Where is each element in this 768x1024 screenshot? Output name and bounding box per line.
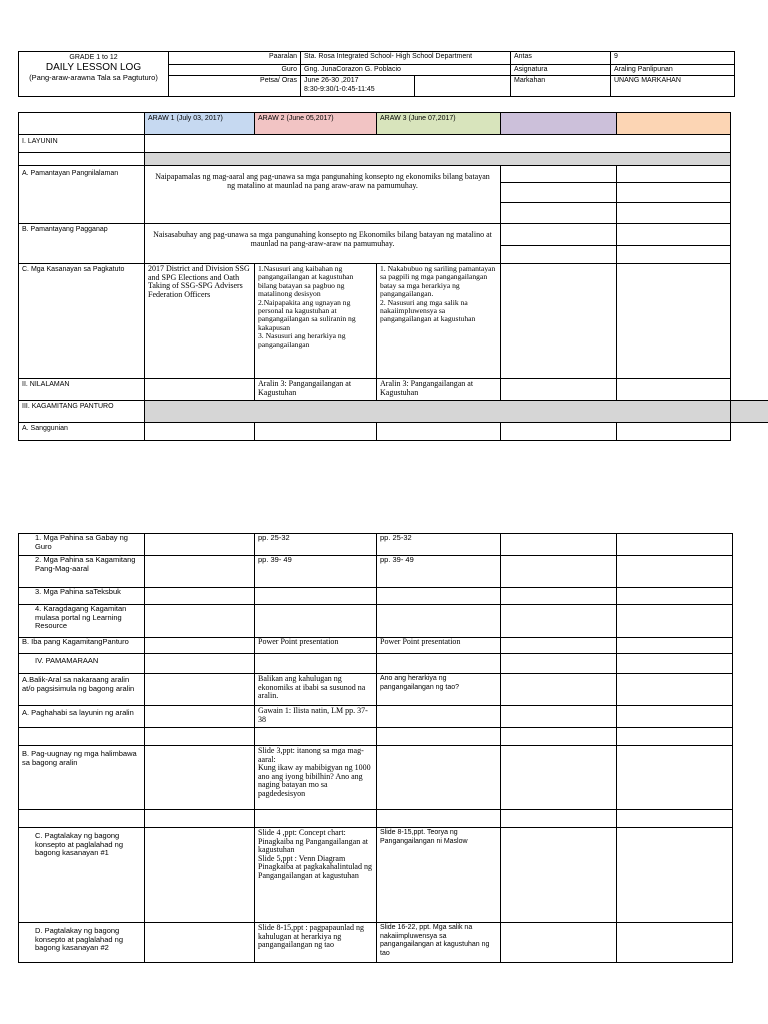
row-label: 1. Mga Pahina sa Gabay ng Guro [19, 534, 145, 556]
balik-aral-day3: Ano ang herarkiya ng pangangailangan ng tao? [377, 674, 501, 706]
field-value: UNANG MARKAHAN [611, 76, 735, 97]
row-label-pagtalakay-2: D. Pagtalakay ng bagong konsepto at paglalahad ng bagong kasanayan #2 [19, 923, 145, 963]
empty-cell [145, 674, 255, 706]
empty-cell [377, 423, 501, 441]
empty-cell [617, 588, 733, 605]
cell-day3: pp. 39- 49 [377, 556, 501, 588]
pamantayan-pangnilalaman-text: Naipapamalas ng mag-aaral ang pag-unawa sa mga pangunahing konsepto ng ekonomiks bilang batayan ng matalino at maunlad na pang araw-araw na pamumuhay. [145, 166, 501, 224]
empty-cell [617, 423, 731, 441]
empty-cell [617, 923, 733, 963]
kasanayan-day3: 1. Nakabubuo ng sariling pamantayan sa pagpili ng mga pangangailangan batay sa mga herarkiya ng pangangailangan. 2. Nasusuri ang mga salik na nakaiimpluwensya sa pangangailangan at kagustuhan [377, 264, 501, 379]
blank [731, 224, 768, 264]
pagtalakay2-day2: Slide 8-15,ppt : pagpapaunlad ng kahulugan at herarkiya ng pangangailangan ng tao [255, 923, 377, 963]
row-label-balik-aral: A.Balik-Aral sa nakaraang aralin at/o pagsisimula ng bagong aralin [19, 674, 145, 706]
grey-bar [145, 401, 731, 423]
section-layunin: I. LAYUNIN [19, 135, 145, 153]
row-label-kasanayan: C. Mga Kasanayan sa Pagkatuto [19, 264, 145, 379]
field-label: Markahan [511, 76, 611, 97]
empty-cell [617, 605, 733, 638]
cell-day1 [145, 638, 255, 654]
empty-cell [501, 588, 617, 605]
nilalaman-day2: Aralin 3: Pangangailangan at Kagustuhan [255, 379, 377, 401]
nilalaman-day3: Aralin 3: Pangangailangan at Kagustuhan [377, 379, 501, 401]
empty-cell [617, 810, 733, 828]
log-subtitle: (Pang-araw-arawna Tala sa Pagtuturo) [29, 73, 158, 82]
section-kagamitang-panturo: III. KAGAMITANG PANTURO [19, 401, 145, 423]
empty-cell [501, 638, 617, 654]
time-value: 8:30-9:30/1-0:45-11:45 [304, 86, 375, 93]
empty-cell [617, 828, 733, 923]
empty-cell [617, 224, 731, 264]
row-label-pag-uugnay: B. Pag-uugnay ng mga halimbawa sa bagong aralin [19, 746, 145, 810]
day-header-4 [501, 113, 617, 135]
row-label-pamantayan-pangnilalaman: A. Pamantayan Pangnilalaman [19, 166, 145, 224]
row-label-pagtalakay-1: C. Pagtalakay ng bagong konsepto at paglalahad ng bagong kasanayan #1 [19, 828, 145, 923]
empty-cell [501, 654, 617, 674]
empty-cell [617, 746, 733, 810]
cell-day3 [377, 588, 501, 605]
blank [731, 264, 768, 379]
pagtalakay1-day2: Slide 4 ,ppt: Concept chart: Pinagkaiba ng Pangangailangan at kagustuhan Slide 5,ppt : Venn Diagram Pinagkaiba at pagkakahalintulad ng Pangangailangan at kagustuhan [255, 828, 377, 923]
empty-cell [145, 654, 255, 674]
empty-cell [617, 264, 731, 379]
empty-cell [617, 674, 733, 706]
empty-cell [501, 605, 617, 638]
cell-day1 [145, 605, 255, 638]
empty-cell [145, 923, 255, 963]
empty-cell [617, 638, 733, 654]
cell-day1 [145, 534, 255, 556]
empty-cell [145, 135, 731, 153]
empty-cell [415, 76, 511, 97]
empty-cell [255, 728, 377, 746]
empty-cell [19, 113, 145, 135]
day-header-2: ARAW 2 (June 05,2017) [255, 113, 377, 135]
row-label: B. Iba pang KagamitangPanturo [19, 638, 145, 654]
empty-cell [501, 828, 617, 923]
empty-cell [377, 654, 501, 674]
empty-cell [501, 923, 617, 963]
empty-cell [501, 224, 617, 264]
row-label: 3. Mga Pahina saTeksbuk [19, 588, 145, 605]
empty-cell [145, 828, 255, 923]
row-label-sanggunian: A. Sanggunian [19, 423, 145, 441]
empty-cell [145, 728, 255, 746]
blank [731, 153, 768, 166]
lesson-table-2 [18, 533, 733, 963]
empty-cell [501, 706, 617, 728]
field-value: Araling Panlipunan [611, 65, 735, 76]
empty-cell [617, 654, 733, 674]
grey-bar-extension [731, 401, 768, 423]
day-header-3: ARAW 3 (June 07,2017) [377, 113, 501, 135]
field-label: Paaralan [169, 52, 301, 65]
row-label: 2. Mga Pahina sa Kagamitang Pang-Mag-aaral [19, 556, 145, 588]
cell-day3 [377, 605, 501, 638]
empty-cell [145, 810, 255, 828]
empty-cell [377, 810, 501, 828]
balik-aral-day2: Balikan ang kahulugan ng ekonomiks at ibabi sa susunod na aralin. [255, 674, 377, 706]
field-label: Antas [511, 52, 611, 65]
row-label: 4. Karagdagang Kagamitan mulasa portal ng Learning Resource [19, 605, 145, 638]
day-header-1: ARAW 1 (July 03, 2017) [145, 113, 255, 135]
paghahabi-day2: Gawain 1: Ilista natin, LM pp. 37-38 [255, 706, 377, 728]
empty-cell [617, 706, 733, 728]
empty-cell [501, 423, 617, 441]
empty-cell [617, 379, 731, 401]
empty-cell [145, 423, 255, 441]
field-label: Asignatura [511, 65, 611, 76]
empty-cell [501, 166, 617, 224]
cell-day2 [255, 588, 377, 605]
empty-cell [617, 166, 731, 224]
cell-day2 [255, 605, 377, 638]
empty-cell [501, 746, 617, 810]
empty-cell [377, 746, 501, 810]
empty-cell [501, 674, 617, 706]
section-nilalaman: II. NILALAMAN [19, 379, 145, 401]
blank [731, 379, 768, 401]
cell-day2: pp. 39- 49 [255, 556, 377, 588]
empty-cell [501, 728, 617, 746]
empty-cell [501, 534, 617, 556]
blank [731, 423, 768, 441]
kasanayan-day2: 1.Nasusuri ang kaibahan ng pangangailangan at kagustuhan bilang batayan sa pagbuo ng matalinong desisyon 2.Naipapakita ang ugnayan ng personal na kagustuhan at pangangailangan sa suliranin ng kakapusan 3. Nasusuri ang herarkiya ng pangangailangan [255, 264, 377, 379]
empty-cell [19, 810, 145, 828]
kasanayan-day1: 2017 District and Division SSG and SPG Elections and Oath Taking of SSG-SPG Advisers Federation Officers [145, 264, 255, 379]
empty-cell [617, 556, 733, 588]
log-title: DAILY LESSON LOG [45, 62, 142, 73]
empty-cell [501, 810, 617, 828]
empty-cell [377, 706, 501, 728]
grade-label: GRADE 1 to 12 [69, 54, 118, 61]
empty-cell [145, 706, 255, 728]
field-label: Petsa/ Oras [169, 76, 301, 97]
empty-cell [617, 728, 733, 746]
blank [731, 166, 768, 224]
row-label-paghahabi: A. Paghahabi sa layunin ng aralin [19, 706, 145, 728]
day-header-5 [617, 113, 731, 135]
grey-bar [145, 153, 731, 166]
empty-cell [255, 423, 377, 441]
empty-cell [501, 556, 617, 588]
row-label-pamantayang-pagganap: B. Pamantayang Pagganap [19, 224, 145, 264]
empty-cell [145, 746, 255, 810]
empty-cell [617, 534, 733, 556]
empty-cell [501, 379, 617, 401]
empty-cell [255, 654, 377, 674]
date-value: June 26-30 ,2017 [304, 77, 359, 84]
empty-cell [501, 264, 617, 379]
field-value: Sta. Rosa Integrated School- High School Department [301, 52, 511, 65]
section-pamamaraan: IV. PAMAMARAAN [19, 654, 145, 674]
empty-cell [377, 728, 501, 746]
cell-day1 [145, 588, 255, 605]
empty-cell [19, 728, 145, 746]
pagtalakay2-day3: Slide 16-22, ppt. Mga salik na nakaiimpluwensya sa pangangailangan at kagustuhan ng tao [377, 923, 501, 963]
cell-day2: Power Point presentation [255, 638, 377, 654]
cell-day3: Power Point presentation [377, 638, 501, 654]
blank [731, 135, 768, 153]
field-label: Guro [169, 65, 301, 76]
empty-cell [19, 153, 145, 166]
cell-day1 [145, 556, 255, 588]
field-value: 9 [611, 52, 735, 65]
blank [731, 113, 768, 135]
header-title-block [19, 52, 169, 97]
pamantayang-pagganap-text: Naisasabuhay ang pag-unawa sa mga pangunahing konsepto ng Ekonomiks bilang batayan ng matalino at maunlad na pang-araw-araw na pamumuhay. [145, 224, 501, 264]
empty-cell [145, 379, 255, 401]
header-table [18, 51, 735, 97]
pagtalakay1-day3: Slide 8-15,ppt. Teorya ng Pangangailangan ni Maslow [377, 828, 501, 923]
cell-day2: pp. 25-32 [255, 534, 377, 556]
empty-cell [255, 810, 377, 828]
field-value: Gng. JunaCorazon G. Poblacio [301, 65, 511, 76]
cell-day3: pp. 25-32 [377, 534, 501, 556]
pag-uugnay-day2: Slide 3,ppt: itanong sa mga mag-aaral: Kung ikaw ay mabibigyan ng 1000 ano ang iyong bibilhin? Ano ang naging batayan mo sa pagdedesisyon [255, 746, 377, 810]
lesson-table-1 [18, 112, 768, 441]
date-time-value [301, 76, 415, 97]
